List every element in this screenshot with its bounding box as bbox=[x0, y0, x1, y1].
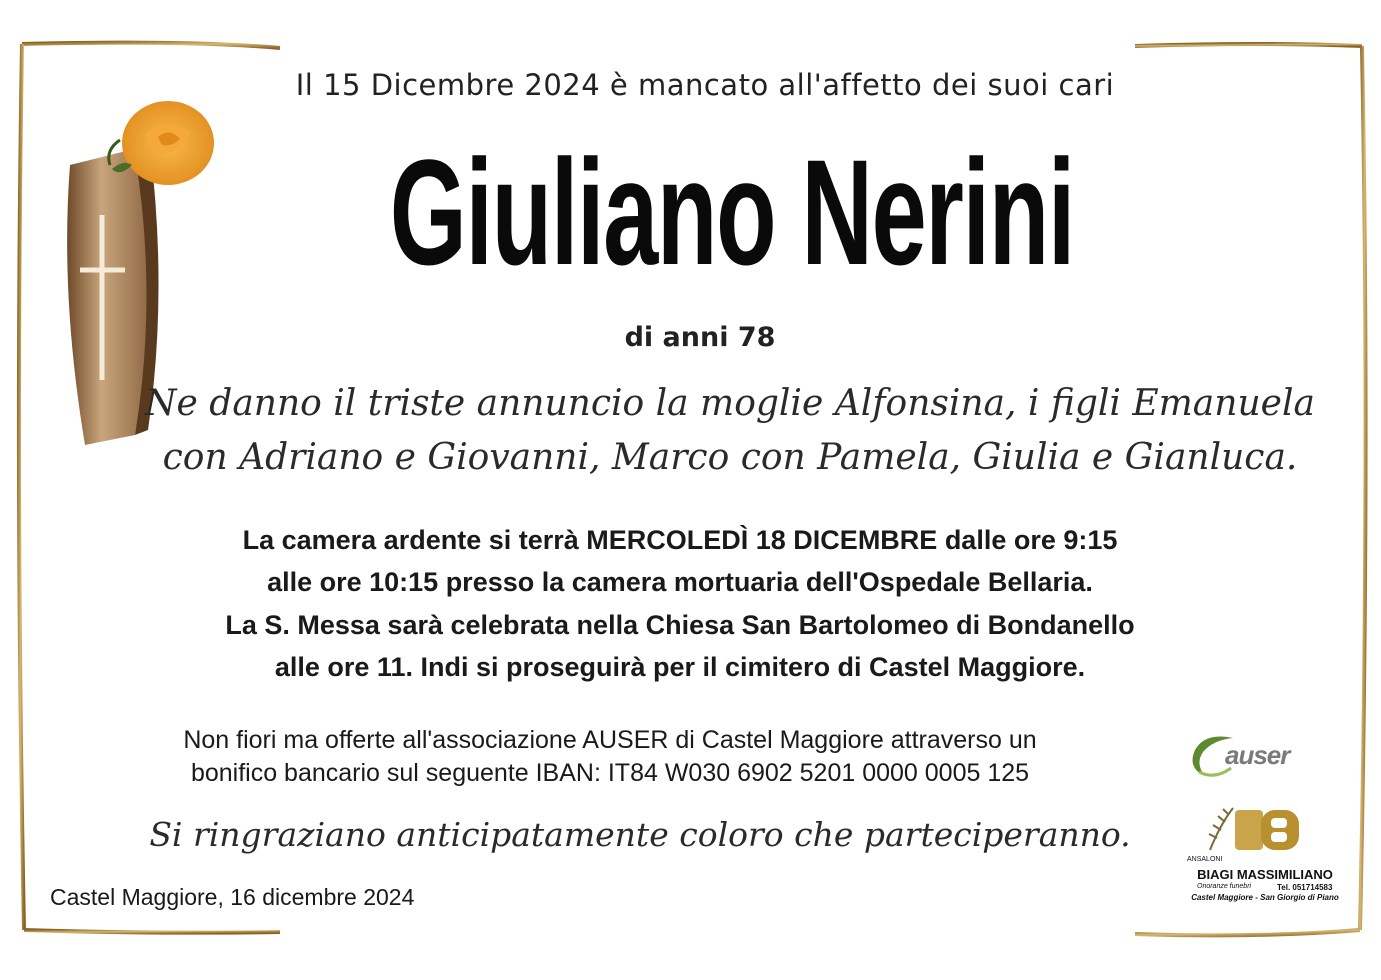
place-date: Castel Maggiore, 16 dicembre 2024 bbox=[50, 884, 415, 910]
auser-logo bbox=[1185, 728, 1325, 783]
funeral-home-subtitle: Onoranze funebri bbox=[1197, 883, 1252, 890]
announcement-line: Ne danno il triste annuncio la moglie Alfonsina, i figli Emanuela bbox=[145, 383, 1315, 424]
funeral-info-line: alle ore 10:15 presso la camera mortuaria dell'Ospedale Bellaria. bbox=[267, 567, 1093, 597]
announcement-line: con Adriano e Giovanni, Marco con Pamela, Giulia e Gianluca. bbox=[162, 437, 1298, 478]
age-line: di anni 78 bbox=[624, 322, 776, 353]
funeral-home-name: BIAGI MASSIMILIANO bbox=[1197, 867, 1333, 882]
intro-line: Il 15 Dicembre 2024 è mancato all'affetto dei suoi cari bbox=[295, 68, 1115, 102]
funeral-home-locations: Castel Maggiore - San Giorgio di Piano bbox=[1191, 893, 1339, 902]
auser-text: auser bbox=[1225, 740, 1290, 770]
funeral-home-phone: Tel. 051714583 bbox=[1277, 883, 1333, 892]
thanks-line: Si ringraziano anticipatamente coloro che parteciperanno. bbox=[149, 815, 1131, 854]
funeral-home-ansaloni: ANSALONI bbox=[1187, 856, 1223, 863]
funeral-info-line: La S. Messa sarà celebrata nella Chiesa San Bartolomeo di Bondanello bbox=[225, 610, 1135, 640]
deceased-name: Giuliano Nerini bbox=[389, 128, 1075, 296]
funeral-home-emblem-icon bbox=[1175, 800, 1355, 860]
donation-line: bonifico bancario sul seguente IBAN: IT84 W030 6902 5201 0000 0005 125 bbox=[190, 759, 1030, 787]
donation-line: Non fiori ma offerte all'associazione AUSER di Castel Maggiore attraverso un bbox=[183, 726, 1037, 754]
funeral-info-line: La camera ardente si terrà MERCOLEDÌ 18 DICEMBRE dalle ore 9:15 bbox=[242, 525, 1118, 555]
funeral-info-line: alle ore 11. Indi si proseguirà per il cimitero di Castel Maggiore. bbox=[274, 652, 1086, 682]
funeral-home-logo bbox=[1175, 800, 1355, 915]
